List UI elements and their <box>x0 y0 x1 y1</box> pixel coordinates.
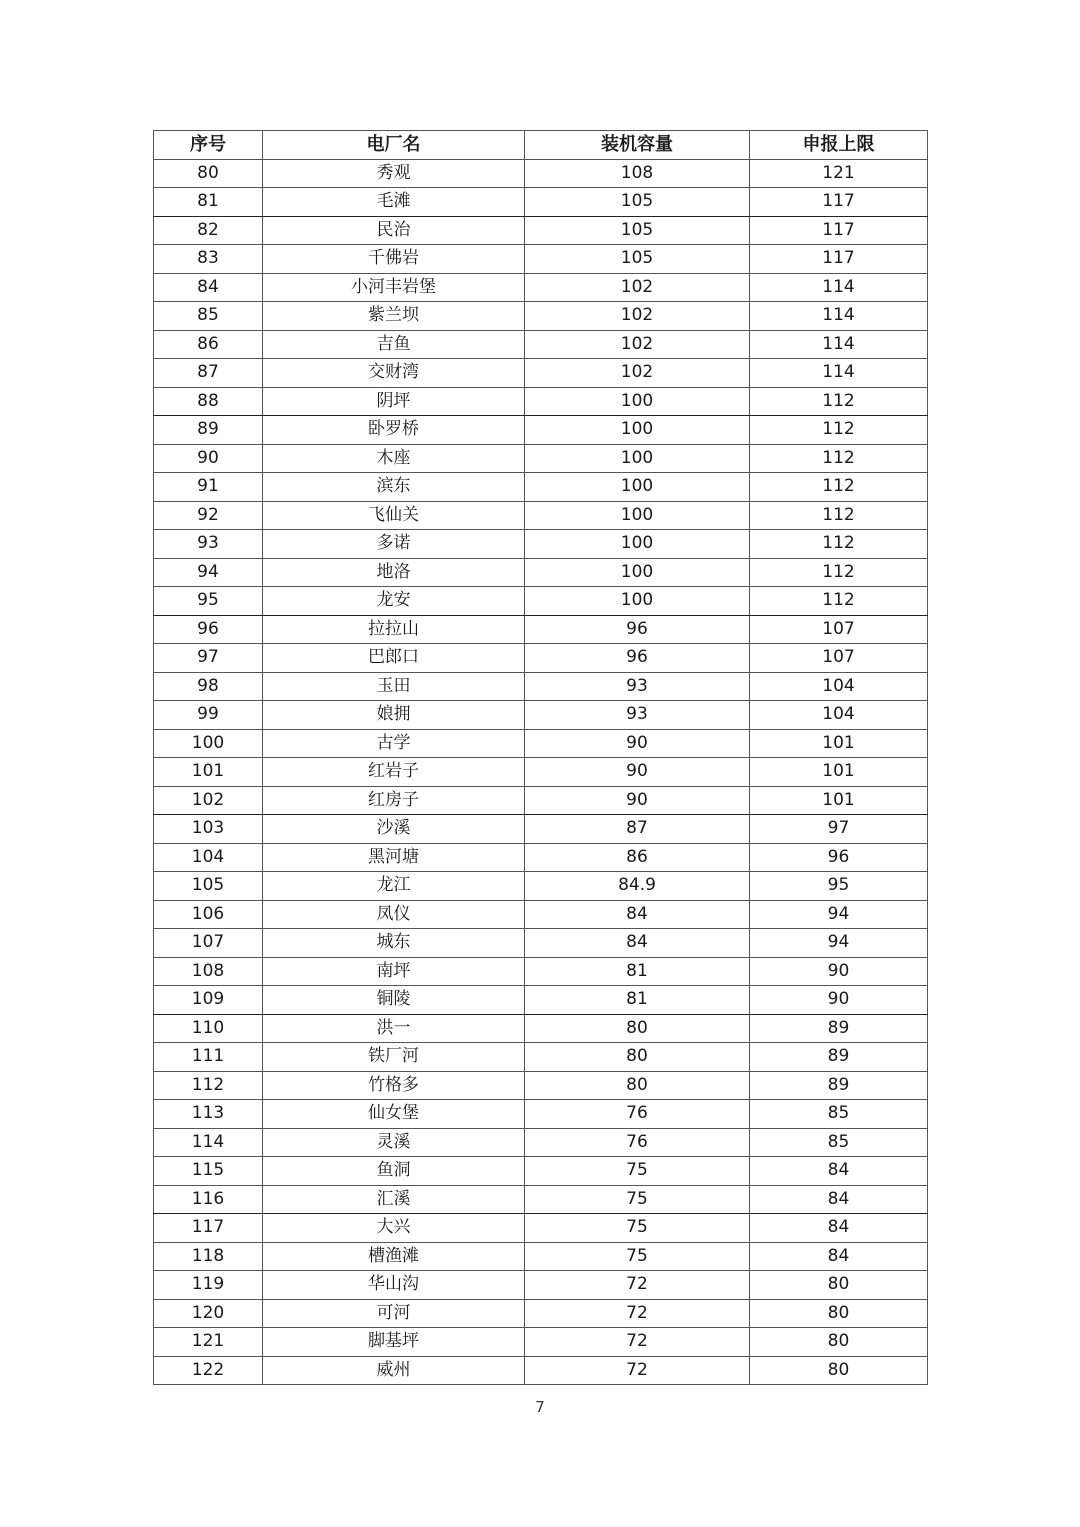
cell-plant-name: 吉鱼 <box>263 330 525 359</box>
cell-plant-name: 凤仪 <box>263 900 525 929</box>
cell-installed-capacity: 81 <box>525 957 750 986</box>
cell-seq: 95 <box>154 587 263 616</box>
table-row <box>154 587 928 616</box>
cell-plant-name: 槽渔滩 <box>263 1242 525 1271</box>
cell-declared-limit: 90 <box>750 957 928 986</box>
cell-seq: 113 <box>154 1100 263 1129</box>
cell-declared-limit: 85 <box>750 1100 928 1129</box>
table-row <box>154 929 928 958</box>
table-row <box>154 444 928 473</box>
table-row <box>154 501 928 530</box>
cell-installed-capacity: 105 <box>525 188 750 217</box>
cell-declared-limit: 101 <box>750 758 928 787</box>
cell-declared-limit: 112 <box>750 473 928 502</box>
cell-declared-limit: 117 <box>750 216 928 245</box>
cell-plant-name: 铜陵 <box>263 986 525 1015</box>
cell-plant-name: 龙江 <box>263 872 525 901</box>
cell-declared-limit: 112 <box>750 416 928 445</box>
cell-installed-capacity: 90 <box>525 758 750 787</box>
cell-seq: 94 <box>154 558 263 587</box>
cell-installed-capacity: 76 <box>525 1128 750 1157</box>
cell-installed-capacity: 100 <box>525 387 750 416</box>
cell-seq: 100 <box>154 729 263 758</box>
cell-installed-capacity: 72 <box>525 1356 750 1385</box>
cell-declared-limit: 94 <box>750 900 928 929</box>
cell-plant-name: 灵溪 <box>263 1128 525 1157</box>
cell-installed-capacity: 100 <box>525 558 750 587</box>
cell-installed-capacity: 100 <box>525 530 750 559</box>
cell-declared-limit: 80 <box>750 1356 928 1385</box>
table-row <box>154 957 928 986</box>
cell-seq: 122 <box>154 1356 263 1385</box>
cell-seq: 86 <box>154 330 263 359</box>
cell-plant-name: 阴坪 <box>263 387 525 416</box>
table-row <box>154 872 928 901</box>
cell-installed-capacity: 100 <box>525 444 750 473</box>
table-row <box>154 900 928 929</box>
cell-seq: 80 <box>154 159 263 188</box>
cell-installed-capacity: 102 <box>525 273 750 302</box>
cell-seq: 117 <box>154 1214 263 1243</box>
table-row <box>154 1100 928 1129</box>
cell-installed-capacity: 80 <box>525 1014 750 1043</box>
table-row <box>154 672 928 701</box>
cell-seq: 106 <box>154 900 263 929</box>
cell-plant-name: 红房子 <box>263 786 525 815</box>
cell-plant-name: 飞仙关 <box>263 501 525 530</box>
table-row <box>154 701 928 730</box>
table-body <box>154 159 928 1385</box>
table-row <box>154 1128 928 1157</box>
table-row <box>154 530 928 559</box>
table-row <box>154 615 928 644</box>
cell-seq: 99 <box>154 701 263 730</box>
cell-plant-name: 红岩子 <box>263 758 525 787</box>
table-row <box>154 758 928 787</box>
cell-plant-name: 古学 <box>263 729 525 758</box>
cell-seq: 105 <box>154 872 263 901</box>
cell-installed-capacity: 90 <box>525 729 750 758</box>
cell-plant-name: 民治 <box>263 216 525 245</box>
cell-installed-capacity: 102 <box>525 330 750 359</box>
cell-seq: 108 <box>154 957 263 986</box>
cell-declared-limit: 95 <box>750 872 928 901</box>
cell-plant-name: 卧罗桥 <box>263 416 525 445</box>
table-row <box>154 302 928 331</box>
cell-installed-capacity: 75 <box>525 1157 750 1186</box>
cell-installed-capacity: 100 <box>525 416 750 445</box>
cell-declared-limit: 97 <box>750 815 928 844</box>
table-row <box>154 1185 928 1214</box>
cell-plant-name: 可河 <box>263 1299 525 1328</box>
cell-plant-name: 大兴 <box>263 1214 525 1243</box>
cell-installed-capacity: 108 <box>525 159 750 188</box>
table-row <box>154 729 928 758</box>
cell-declared-limit: 112 <box>750 387 928 416</box>
cell-plant-name: 多诺 <box>263 530 525 559</box>
cell-seq: 93 <box>154 530 263 559</box>
cell-plant-name: 紫兰坝 <box>263 302 525 331</box>
cell-seq: 85 <box>154 302 263 331</box>
cell-seq: 89 <box>154 416 263 445</box>
cell-seq: 98 <box>154 672 263 701</box>
cell-declared-limit: 112 <box>750 444 928 473</box>
cell-plant-name: 威州 <box>263 1356 525 1385</box>
header-plant-name: 电厂名 <box>263 131 525 160</box>
cell-declared-limit: 104 <box>750 672 928 701</box>
cell-declared-limit: 89 <box>750 1014 928 1043</box>
cell-declared-limit: 112 <box>750 530 928 559</box>
cell-plant-name: 交财湾 <box>263 359 525 388</box>
cell-installed-capacity: 80 <box>525 1043 750 1072</box>
cell-seq: 90 <box>154 444 263 473</box>
table-row <box>154 216 928 245</box>
cell-seq: 92 <box>154 501 263 530</box>
cell-installed-capacity: 105 <box>525 245 750 274</box>
cell-declared-limit: 114 <box>750 302 928 331</box>
cell-declared-limit: 89 <box>750 1043 928 1072</box>
table-row <box>154 1214 928 1243</box>
cell-plant-name: 小河丰岩堡 <box>263 273 525 302</box>
cell-declared-limit: 80 <box>750 1299 928 1328</box>
table-row <box>154 159 928 188</box>
cell-declared-limit: 94 <box>750 929 928 958</box>
cell-installed-capacity: 75 <box>525 1242 750 1271</box>
cell-installed-capacity: 93 <box>525 672 750 701</box>
page-number: 7 <box>535 1398 545 1416</box>
cell-declared-limit: 114 <box>750 359 928 388</box>
cell-installed-capacity: 102 <box>525 359 750 388</box>
cell-declared-limit: 114 <box>750 330 928 359</box>
table-row <box>154 1299 928 1328</box>
table-row <box>154 416 928 445</box>
cell-declared-limit: 101 <box>750 786 928 815</box>
table-row <box>154 843 928 872</box>
cell-declared-limit: 89 <box>750 1071 928 1100</box>
cell-plant-name: 毛滩 <box>263 188 525 217</box>
power-plant-table <box>153 130 928 1385</box>
cell-declared-limit: 84 <box>750 1157 928 1186</box>
cell-plant-name: 滨东 <box>263 473 525 502</box>
cell-installed-capacity: 96 <box>525 615 750 644</box>
cell-seq: 120 <box>154 1299 263 1328</box>
cell-declared-limit: 85 <box>750 1128 928 1157</box>
cell-installed-capacity: 80 <box>525 1071 750 1100</box>
cell-plant-name: 城东 <box>263 929 525 958</box>
cell-declared-limit: 112 <box>750 587 928 616</box>
table-row <box>154 1356 928 1385</box>
cell-plant-name: 玉田 <box>263 672 525 701</box>
cell-seq: 121 <box>154 1328 263 1357</box>
cell-seq: 104 <box>154 843 263 872</box>
header-installed-capacity: 装机容量 <box>525 131 750 160</box>
cell-plant-name: 秀观 <box>263 159 525 188</box>
cell-seq: 112 <box>154 1071 263 1100</box>
table-row <box>154 815 928 844</box>
table-row <box>154 387 928 416</box>
cell-plant-name: 华山沟 <box>263 1271 525 1300</box>
cell-seq: 82 <box>154 216 263 245</box>
cell-installed-capacity: 90 <box>525 786 750 815</box>
table-row <box>154 1043 928 1072</box>
cell-seq: 101 <box>154 758 263 787</box>
cell-plant-name: 仙女堡 <box>263 1100 525 1129</box>
cell-installed-capacity: 84 <box>525 900 750 929</box>
cell-declared-limit: 107 <box>750 644 928 673</box>
cell-installed-capacity: 100 <box>525 587 750 616</box>
cell-declared-limit: 80 <box>750 1271 928 1300</box>
table-row <box>154 558 928 587</box>
cell-plant-name: 洪一 <box>263 1014 525 1043</box>
table-row <box>154 473 928 502</box>
cell-installed-capacity: 81 <box>525 986 750 1015</box>
cell-installed-capacity: 105 <box>525 216 750 245</box>
cell-plant-name: 沙溪 <box>263 815 525 844</box>
cell-installed-capacity: 75 <box>525 1214 750 1243</box>
cell-plant-name: 娘拥 <box>263 701 525 730</box>
cell-installed-capacity: 100 <box>525 501 750 530</box>
table-row <box>154 273 928 302</box>
cell-installed-capacity: 100 <box>525 473 750 502</box>
cell-seq: 110 <box>154 1014 263 1043</box>
cell-plant-name: 黑河塘 <box>263 843 525 872</box>
cell-seq: 107 <box>154 929 263 958</box>
cell-installed-capacity: 86 <box>525 843 750 872</box>
cell-plant-name: 地洛 <box>263 558 525 587</box>
table-header-row <box>154 131 928 160</box>
cell-declared-limit: 112 <box>750 558 928 587</box>
cell-installed-capacity: 84.9 <box>525 872 750 901</box>
cell-declared-limit: 84 <box>750 1214 928 1243</box>
cell-declared-limit: 90 <box>750 986 928 1015</box>
cell-plant-name: 千佛岩 <box>263 245 525 274</box>
cell-seq: 116 <box>154 1185 263 1214</box>
cell-seq: 84 <box>154 273 263 302</box>
table-row <box>154 1271 928 1300</box>
cell-declared-limit: 84 <box>750 1185 928 1214</box>
table-row <box>154 245 928 274</box>
cell-declared-limit: 117 <box>750 245 928 274</box>
cell-seq: 109 <box>154 986 263 1015</box>
table-row <box>154 1014 928 1043</box>
table-row <box>154 1328 928 1357</box>
table-row <box>154 1242 928 1271</box>
cell-declared-limit: 114 <box>750 273 928 302</box>
table-row <box>154 1157 928 1186</box>
cell-plant-name: 木座 <box>263 444 525 473</box>
cell-declared-limit: 117 <box>750 188 928 217</box>
cell-plant-name: 脚基坪 <box>263 1328 525 1357</box>
cell-seq: 115 <box>154 1157 263 1186</box>
cell-declared-limit: 104 <box>750 701 928 730</box>
table-row <box>154 359 928 388</box>
cell-installed-capacity: 72 <box>525 1299 750 1328</box>
table-row <box>154 986 928 1015</box>
cell-installed-capacity: 96 <box>525 644 750 673</box>
cell-installed-capacity: 84 <box>525 929 750 958</box>
cell-plant-name: 巴郎口 <box>263 644 525 673</box>
cell-plant-name: 竹格多 <box>263 1071 525 1100</box>
cell-plant-name: 龙安 <box>263 587 525 616</box>
cell-seq: 91 <box>154 473 263 502</box>
cell-declared-limit: 101 <box>750 729 928 758</box>
cell-installed-capacity: 102 <box>525 302 750 331</box>
table-row <box>154 1071 928 1100</box>
cell-seq: 88 <box>154 387 263 416</box>
cell-seq: 111 <box>154 1043 263 1072</box>
cell-declared-limit: 84 <box>750 1242 928 1271</box>
header-seq: 序号 <box>154 131 263 160</box>
table-row <box>154 644 928 673</box>
cell-declared-limit: 107 <box>750 615 928 644</box>
cell-seq: 83 <box>154 245 263 274</box>
cell-plant-name: 铁厂河 <box>263 1043 525 1072</box>
cell-seq: 87 <box>154 359 263 388</box>
cell-installed-capacity: 87 <box>525 815 750 844</box>
cell-installed-capacity: 72 <box>525 1271 750 1300</box>
cell-seq: 102 <box>154 786 263 815</box>
table-row <box>154 188 928 217</box>
cell-plant-name: 南坪 <box>263 957 525 986</box>
cell-installed-capacity: 76 <box>525 1100 750 1129</box>
cell-seq: 96 <box>154 615 263 644</box>
cell-installed-capacity: 93 <box>525 701 750 730</box>
cell-seq: 114 <box>154 1128 263 1157</box>
header-declared-limit: 申报上限 <box>750 131 928 160</box>
cell-seq: 81 <box>154 188 263 217</box>
cell-installed-capacity: 75 <box>525 1185 750 1214</box>
cell-declared-limit: 96 <box>750 843 928 872</box>
cell-seq: 118 <box>154 1242 263 1271</box>
cell-plant-name: 拉拉山 <box>263 615 525 644</box>
table-row <box>154 786 928 815</box>
cell-plant-name: 汇溪 <box>263 1185 525 1214</box>
table-row <box>154 330 928 359</box>
cell-declared-limit: 121 <box>750 159 928 188</box>
cell-seq: 97 <box>154 644 263 673</box>
cell-seq: 103 <box>154 815 263 844</box>
cell-installed-capacity: 72 <box>525 1328 750 1357</box>
cell-declared-limit: 80 <box>750 1328 928 1357</box>
cell-seq: 119 <box>154 1271 263 1300</box>
cell-plant-name: 鱼洞 <box>263 1157 525 1186</box>
cell-declared-limit: 112 <box>750 501 928 530</box>
